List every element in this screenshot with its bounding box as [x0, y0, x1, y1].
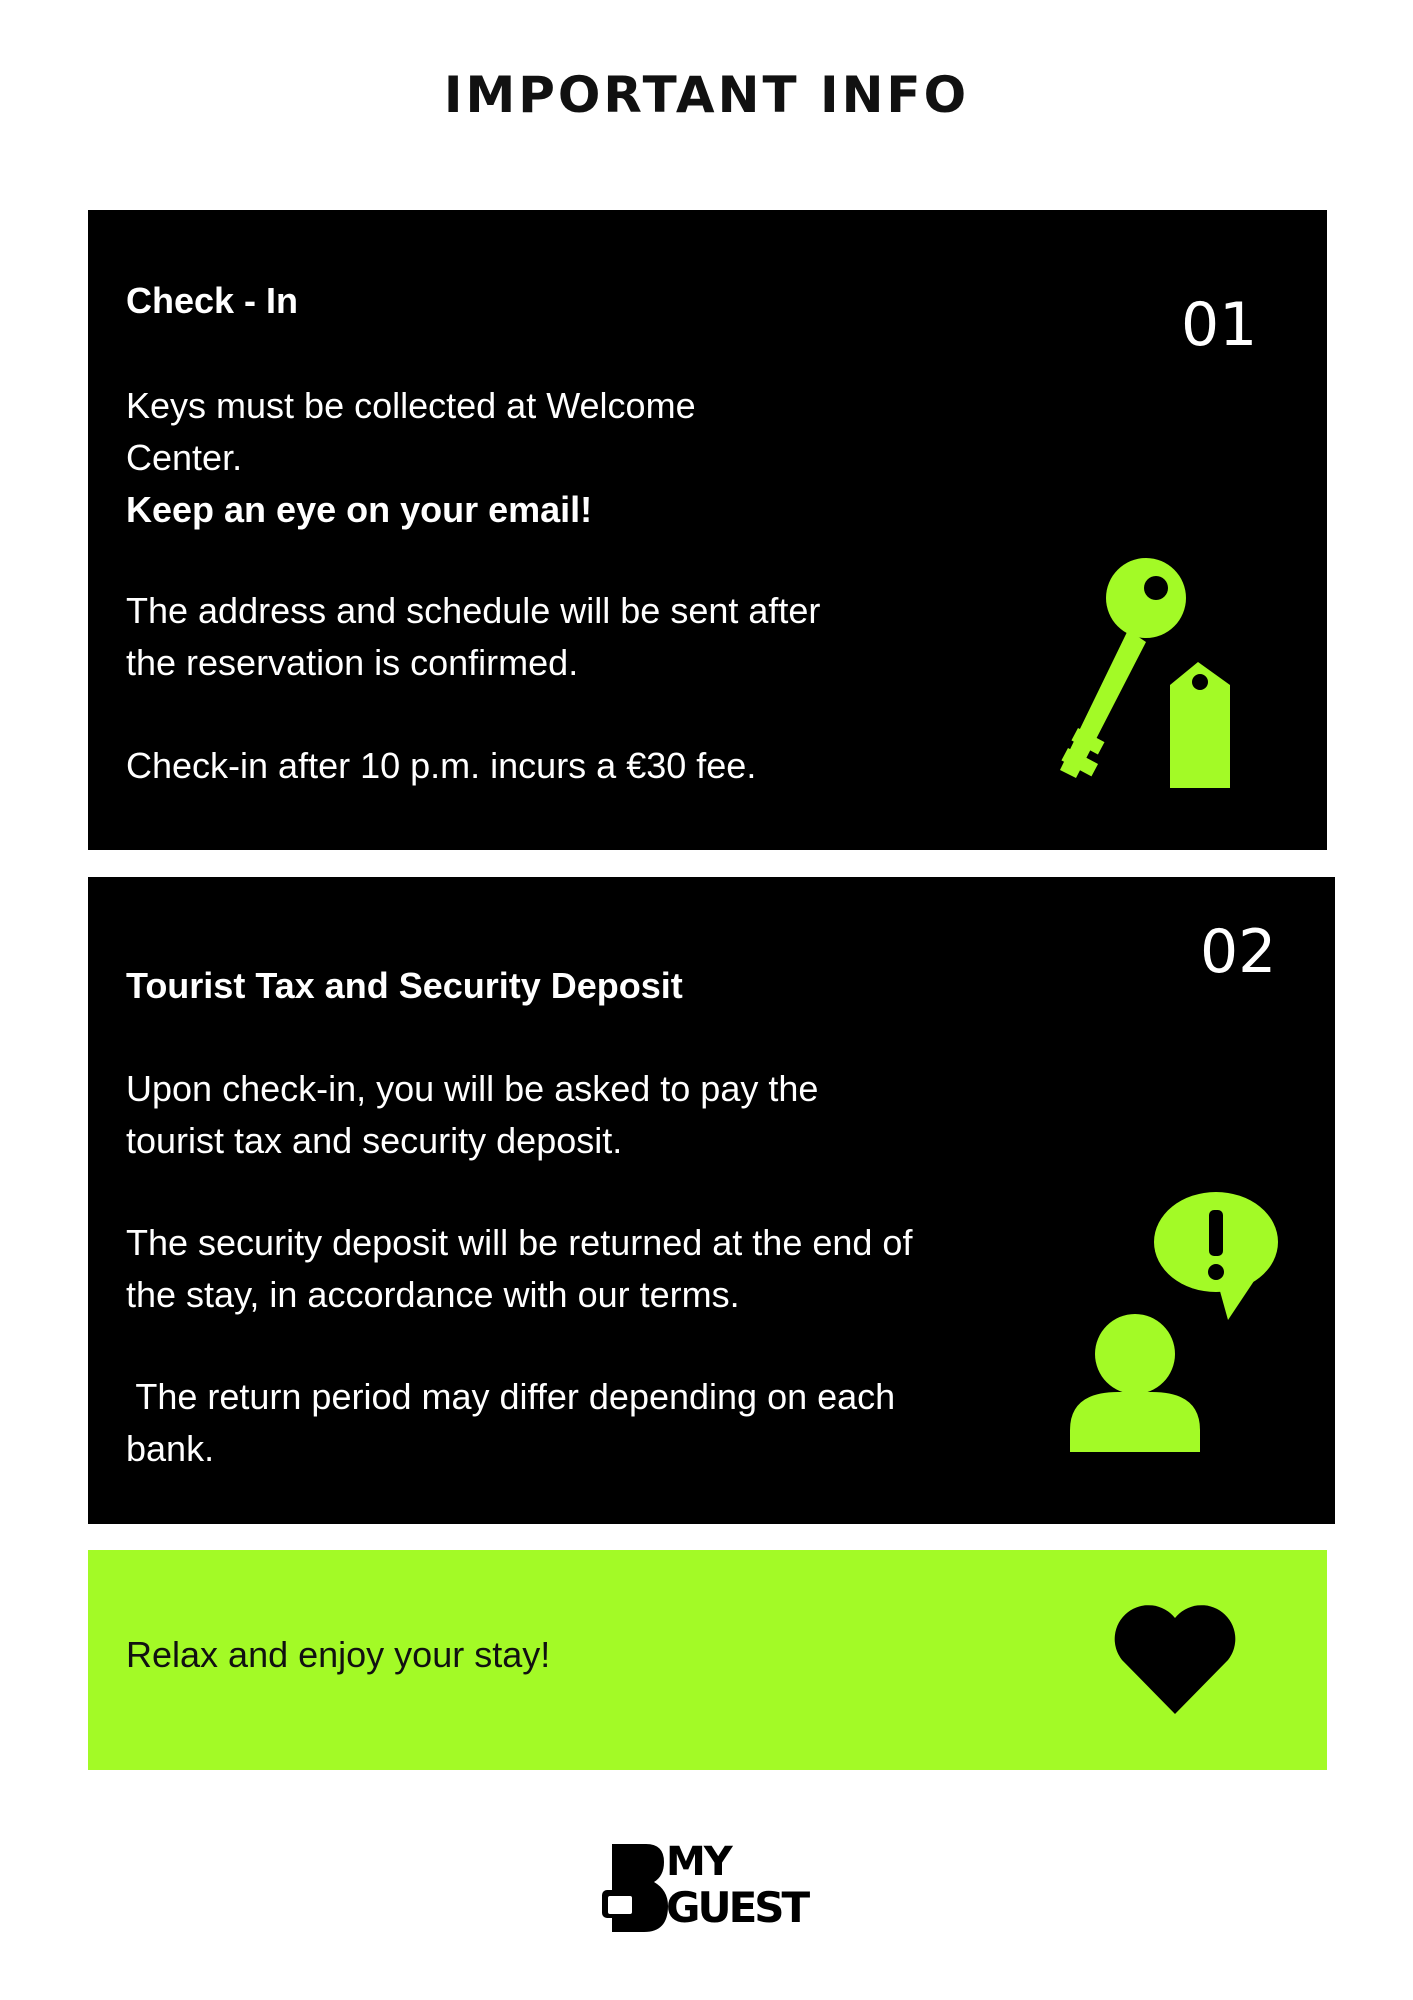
banner-message: Relax and enjoy your stay! — [126, 1634, 551, 1675]
key-with-tag-icon — [1058, 550, 1248, 790]
section-text: The security deposit will be returned at the end of the stay, in accordance with our terms. — [126, 1222, 913, 1315]
logo-text-my: MY — [666, 1839, 731, 1885]
section-text: The address and schedule will be sent after the reservation is confirmed. — [126, 590, 821, 683]
section-heading: Check - In — [126, 280, 299, 321]
myguest-logo — [600, 1840, 816, 1936]
section-number: 01 — [1181, 290, 1258, 360]
tourist-tax-card — [88, 877, 1335, 1524]
section-text: Check-in after 10 p.m. incurs a €30 fee. — [126, 745, 757, 786]
section-text: Keys must be collected at Welcome Center. Keep an eye on your email! — [126, 385, 696, 530]
heart-icon — [1112, 1602, 1238, 1718]
section-heading: Tourist Tax and Security Deposit — [126, 965, 683, 1006]
person-alert-icon — [1068, 1192, 1278, 1457]
section-text: Upon check-in, you will be asked to pay the tourist tax and security deposit. — [126, 1068, 819, 1161]
check-in-card — [88, 210, 1327, 850]
enjoy-banner — [88, 1550, 1327, 1770]
logo-text-guest: GUEST — [666, 1883, 808, 1932]
section-text: The return period may differ depending on each bank. — [126, 1376, 896, 1469]
page-title: IMPORTANT INFO — [443, 66, 970, 124]
section-number: 02 — [1200, 917, 1277, 987]
